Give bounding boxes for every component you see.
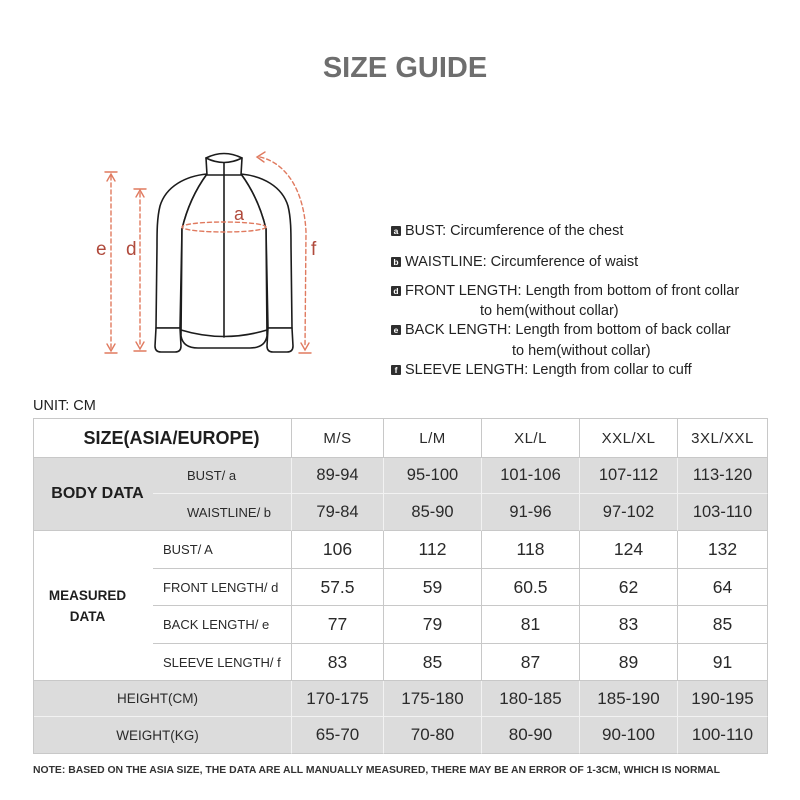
size-header: XL/L (482, 419, 580, 458)
letter-d-icon: d (391, 286, 401, 296)
table-cell: 89 (580, 644, 678, 681)
table-cell: 62 (580, 569, 678, 606)
row-label-bust-a: BUST/ a (153, 458, 292, 494)
size-table (33, 418, 768, 754)
measure-label-a: a (234, 204, 245, 224)
measure-label-d: d (126, 239, 137, 260)
row-label-bust-A: BUST/ A (153, 531, 292, 569)
legend-item-bust (391, 222, 623, 240)
unit-label: UNIT: CM (33, 398, 96, 414)
legend-text-continuation: to hem(without collar) (480, 303, 619, 319)
table-cell: 190-195 (678, 681, 768, 717)
size-header: XXL/XL (580, 419, 678, 458)
row-label-sleeve-length-f: SLEEVE LENGTH/ f (153, 644, 292, 681)
table-cell: 185-190 (580, 681, 678, 717)
table-cell: 170-175 (292, 681, 384, 717)
legend-item-waistline (391, 253, 638, 271)
legend-text: BACK LENGTH: Length from bottom of back collar (405, 322, 731, 338)
table-cell: 107-112 (580, 458, 678, 494)
table-cell: 100-110 (678, 717, 768, 754)
legend-item-back-length (391, 321, 731, 339)
table-cell: 175-180 (384, 681, 482, 717)
table-cell: 124 (580, 531, 678, 569)
table-cell: 83 (292, 644, 384, 681)
table-cell: 113-120 (678, 458, 768, 494)
table-cell: 87 (482, 644, 580, 681)
table-cell: 91-96 (482, 494, 580, 531)
table-cell: 112 (384, 531, 482, 569)
table-cell: 57.5 (292, 569, 384, 606)
size-header: L/M (384, 419, 482, 458)
table-cell: 118 (482, 531, 580, 569)
table-cell: 106 (292, 531, 384, 569)
table-cell: 64 (678, 569, 768, 606)
table-cell: 80-90 (482, 717, 580, 754)
legend-text: FRONT LENGTH: Length from bottom of front collar (405, 283, 740, 299)
table-cell: 65-70 (292, 717, 384, 754)
table-cell: 97-102 (580, 494, 678, 531)
body-data-section-label: BODY DATA (34, 458, 153, 531)
measure-label-e: e (96, 239, 107, 260)
size-header-label: SIZE(ASIA/EUROPE) (34, 419, 292, 458)
jacket-drawing (155, 154, 293, 353)
measure-label-f: f (311, 239, 317, 260)
table-cell: 81 (482, 606, 580, 644)
letter-a-icon: a (391, 226, 401, 236)
table-cell: 60.5 (482, 569, 580, 606)
table-cell: 180-185 (482, 681, 580, 717)
table-cell: 83 (580, 606, 678, 644)
legend-text: SLEEVE LENGTH: Length from collar to cuff (405, 362, 692, 378)
table-cell: 79 (384, 606, 482, 644)
left-cuff (155, 328, 181, 352)
right-cuff (267, 328, 293, 352)
table-cell: 90-100 (580, 717, 678, 754)
letter-b-icon: b (391, 257, 401, 267)
row-label-back-length-e: BACK LENGTH/ e (153, 606, 292, 644)
table-cell: 70-80 (384, 717, 482, 754)
table-cell: 85-90 (384, 494, 482, 531)
table-cell: 103-110 (678, 494, 768, 531)
legend-text-continuation: to hem(without collar) (512, 343, 651, 359)
letter-e-icon: e (391, 325, 401, 335)
row-label-waistline-b: WAISTLINE/ b (153, 494, 292, 531)
legend-item-front-length (391, 282, 739, 300)
measured-data-section (34, 531, 153, 681)
row-label-weight: WEIGHT(KG) (34, 717, 292, 754)
table-cell: 77 (292, 606, 384, 644)
table-cell: 89-94 (292, 458, 384, 494)
size-header: M/S (292, 419, 384, 458)
jacket-diagram (90, 140, 330, 365)
row-label-front-length-d: FRONT LENGTH/ d (153, 569, 292, 606)
letter-f-icon: f (391, 365, 401, 375)
footnote: NOTE: BASED ON THE ASIA SIZE, THE DATA ARE ALL MANUALLY MEASURED, THERE MAY BE AN ERROR OF 1-3CM, WHICH IS NORMAL (33, 765, 720, 776)
page-title: SIZE GUIDE (322, 52, 488, 84)
legend-text: WAISTLINE: Circumference of waist (405, 254, 639, 270)
row-label-height: HEIGHT(CM) (34, 681, 292, 717)
table-cell: 132 (678, 531, 768, 569)
measured-data-section-label: MEASURED DATA (48, 587, 127, 624)
legend-item-sleeve-length (391, 361, 692, 379)
table-cell: 95-100 (384, 458, 482, 494)
legend-text: BUST: Circumference of the chest (405, 223, 624, 239)
table-cell: 85 (678, 606, 768, 644)
table-cell: 79-84 (292, 494, 384, 531)
table-cell: 85 (384, 644, 482, 681)
size-header: 3XL/XXL (678, 419, 768, 458)
table-cell: 59 (384, 569, 482, 606)
table-cell: 91 (678, 644, 768, 681)
table-cell: 101-106 (482, 458, 580, 494)
